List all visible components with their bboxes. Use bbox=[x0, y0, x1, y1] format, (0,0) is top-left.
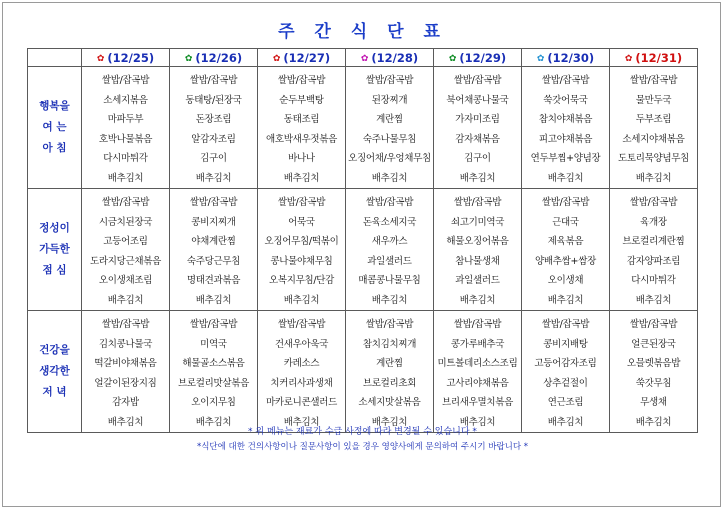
flower-icon: ✿ bbox=[96, 53, 105, 64]
dish-item: 쌀밥/잡곡밥 bbox=[101, 319, 150, 330]
menu-cell bbox=[82, 189, 170, 311]
dish-item: 감자채볶음 bbox=[455, 133, 500, 145]
dish-item: 배추김치 bbox=[107, 416, 144, 428]
menu-cell bbox=[610, 189, 698, 311]
dish-item: 미역국 bbox=[200, 338, 227, 350]
dish-item: 마카로니콘샐러드 bbox=[265, 397, 338, 408]
dish-item: 도토리묵양념무침 bbox=[617, 153, 690, 164]
dish-item: 북어채콩나물국 bbox=[446, 94, 509, 106]
dish-item: 오징어채/우엉채무침 bbox=[348, 153, 431, 164]
dish-item: 돈장조림 bbox=[195, 114, 232, 125]
dish-list bbox=[434, 189, 521, 310]
dish-item: 호박나물볶음 bbox=[98, 133, 153, 145]
dish-list bbox=[346, 311, 433, 432]
dish-list bbox=[610, 311, 697, 432]
menu-cell bbox=[522, 67, 610, 189]
dish-item: 새우까스 bbox=[371, 236, 408, 247]
menu-cell bbox=[522, 311, 610, 433]
notice-menu-change: * 위 메뉴는 재료가 수급 사정에 따라 변경될 수 있습니다 * bbox=[248, 427, 477, 437]
dish-item: 배추김치 bbox=[195, 172, 232, 184]
meal-label bbox=[28, 67, 82, 189]
dish-item: 배추김치 bbox=[371, 416, 408, 428]
dish-item: 배추김치 bbox=[459, 172, 496, 184]
dish-item: 배추김치 bbox=[547, 172, 584, 184]
dish-item: 배추김치 bbox=[371, 294, 408, 306]
dish-item: 고등어감자조림 bbox=[534, 358, 597, 369]
dish-list bbox=[522, 311, 609, 432]
dish-item: 쌀밥/잡곡밥 bbox=[629, 197, 678, 208]
dish-item: 배추김치 bbox=[635, 416, 672, 428]
menu-cell bbox=[434, 189, 522, 311]
dish-item: 미트볼데리소스조림 bbox=[437, 358, 518, 369]
dish-item: 쌀밥/잡곡밥 bbox=[541, 197, 590, 208]
menu-cell bbox=[170, 67, 258, 189]
dish-item: 과일샐러드 bbox=[455, 275, 500, 286]
dish-item: 오복지무침/단감 bbox=[268, 275, 335, 286]
dish-item: 계란찜 bbox=[376, 358, 403, 369]
dish-item: 쌀밥/잡곡밥 bbox=[453, 197, 502, 208]
meal-label-line: 행복을 bbox=[39, 100, 70, 112]
day-label: (12/29) bbox=[459, 50, 507, 65]
dish-item: 상추겉절이 bbox=[543, 377, 588, 389]
dish-item: 참치김치찌개 bbox=[362, 338, 417, 350]
dish-item: 브로컬리계란찜 bbox=[622, 236, 685, 247]
dish-item: 배추김치 bbox=[107, 294, 144, 306]
dish-item: 김치콩나물국 bbox=[98, 338, 153, 350]
dish-item: 배추김치 bbox=[283, 294, 320, 306]
day-header bbox=[346, 49, 434, 67]
dish-item: 제육볶음 bbox=[547, 236, 584, 247]
dish-item: 배추김치 bbox=[635, 172, 672, 184]
dish-item: 브리새우멸치볶음 bbox=[441, 397, 514, 408]
dish-item: 배추김치 bbox=[107, 172, 144, 184]
dish-item: 고등어조림 bbox=[103, 236, 148, 247]
dish-list bbox=[346, 189, 433, 310]
dish-item: 바나나 bbox=[288, 153, 315, 164]
dish-item: 고사리야채볶음 bbox=[446, 377, 509, 389]
header-row bbox=[28, 49, 698, 67]
dish-item: 마파두부 bbox=[107, 114, 144, 125]
dish-item: 배추김치 bbox=[635, 294, 672, 306]
dish-item: 소세지볶음 bbox=[103, 94, 148, 106]
dish-item: 쑥갓무침 bbox=[635, 377, 672, 389]
dish-item: 브로컬리초회 bbox=[362, 377, 417, 389]
menu-cell bbox=[522, 189, 610, 311]
dish-item: 얼갈이된장지짐 bbox=[94, 377, 157, 389]
meal-row bbox=[28, 67, 698, 189]
dish-item: 배추김치 bbox=[283, 416, 320, 428]
dish-item: 물만두국 bbox=[635, 94, 672, 106]
dish-item: 해물오징어볶음 bbox=[446, 236, 509, 247]
dish-item: 얼큰된장국 bbox=[631, 338, 676, 350]
dish-item: 숙주나물무침 bbox=[362, 133, 417, 145]
dish-item: 해물골소스볶음 bbox=[182, 358, 245, 369]
dish-item: 다시마튀각 bbox=[103, 153, 148, 164]
dish-item: 쌀밥/잡곡밥 bbox=[277, 197, 326, 208]
dish-item: 쌀밥/잡곡밥 bbox=[365, 197, 414, 208]
dish-item: 알감자조림 bbox=[191, 133, 236, 145]
menu-cell bbox=[258, 189, 346, 311]
dish-item: 계란찜 bbox=[376, 114, 403, 125]
dish-item: 치커리사과생채 bbox=[270, 377, 333, 389]
dish-item: 김구이 bbox=[464, 153, 491, 164]
dish-list bbox=[82, 189, 169, 310]
day-header bbox=[82, 49, 170, 67]
flower-icon: ✿ bbox=[184, 53, 193, 64]
dish-item: 쌀밥/잡곡밥 bbox=[277, 75, 326, 86]
flower-icon: ✿ bbox=[360, 53, 369, 64]
dish-item: 쇠고기미역국 bbox=[450, 216, 505, 228]
meal-label-line: 정성이 bbox=[39, 222, 70, 234]
dish-item: 배추김치 bbox=[371, 172, 408, 184]
day-label: (12/28) bbox=[371, 50, 419, 65]
dish-item: 가자미조림 bbox=[455, 114, 500, 125]
dish-list bbox=[346, 67, 433, 188]
day-header bbox=[522, 49, 610, 67]
dish-item: 돈육소세지국 bbox=[362, 216, 417, 228]
menu-cell bbox=[258, 67, 346, 189]
day-label: (12/27) bbox=[283, 50, 331, 65]
dish-list bbox=[522, 67, 609, 188]
dish-item: 콩비지찌개 bbox=[191, 216, 236, 228]
dish-item: 동태조림 bbox=[283, 114, 320, 125]
meal-row bbox=[28, 311, 698, 433]
dish-item: 배추김치 bbox=[283, 172, 320, 184]
dish-item: 쌀밥/잡곡밥 bbox=[189, 197, 238, 208]
flower-icon: ✿ bbox=[272, 53, 281, 64]
dish-item: 쌀밥/잡곡밥 bbox=[189, 75, 238, 86]
dish-list bbox=[82, 67, 169, 188]
dish-item: 참치야채볶음 bbox=[538, 114, 593, 125]
dish-item: 연두부찜+양념장 bbox=[530, 153, 601, 164]
flower-icon: ✿ bbox=[536, 53, 545, 64]
weekly-menu-table bbox=[27, 48, 698, 433]
dish-item: 떡갈비야채볶음 bbox=[94, 358, 157, 369]
menu-cell bbox=[82, 67, 170, 189]
meal-label-line: 여 는 bbox=[42, 121, 67, 133]
dish-list bbox=[170, 67, 257, 188]
dish-item: 애호박새우젓볶음 bbox=[265, 133, 338, 145]
dish-list bbox=[434, 67, 521, 188]
dish-item: 쌀밥/잡곡밥 bbox=[541, 319, 590, 330]
day-label: (12/26) bbox=[195, 50, 243, 65]
dish-item: 오이지무침 bbox=[191, 397, 236, 408]
day-header bbox=[170, 49, 258, 67]
dish-item: 근대국 bbox=[552, 216, 579, 228]
menu-cell bbox=[346, 67, 434, 189]
dish-item: 배추김치 bbox=[459, 416, 496, 428]
menu-cell bbox=[346, 311, 434, 433]
dish-item: 순두부백탕 bbox=[279, 94, 324, 106]
day-header bbox=[258, 49, 346, 67]
dish-item: 쌀밥/잡곡밥 bbox=[541, 75, 590, 86]
dish-item: 쑥갓어묵국 bbox=[543, 94, 588, 106]
dish-item: 소세지야채볶음 bbox=[622, 133, 685, 145]
dish-item: 두부조림 bbox=[635, 114, 672, 125]
dish-list bbox=[258, 189, 345, 310]
dish-item: 오이생채조림 bbox=[98, 275, 153, 286]
dish-item: 쌀밥/잡곡밥 bbox=[629, 319, 678, 330]
dish-item: 쌀밥/잡곡밥 bbox=[453, 319, 502, 330]
dish-list bbox=[258, 67, 345, 188]
dish-list bbox=[170, 311, 257, 432]
dish-item: 쌀밥/잡곡밥 bbox=[629, 75, 678, 86]
dish-item: 쌀밥/잡곡밥 bbox=[365, 75, 414, 86]
dish-item: 오징어무침/떡볶이 bbox=[264, 236, 339, 247]
dish-item: 숙주당근무침 bbox=[186, 255, 241, 267]
dish-list bbox=[522, 189, 609, 310]
dish-item: 쌀밥/잡곡밥 bbox=[101, 197, 150, 208]
dish-item: 어묵국 bbox=[288, 216, 315, 228]
meal-label bbox=[28, 189, 82, 311]
dish-list bbox=[82, 311, 169, 432]
menu-cell bbox=[610, 67, 698, 189]
dish-item: 쌀밥/잡곡밥 bbox=[101, 75, 150, 86]
menu-cell bbox=[82, 311, 170, 433]
dish-item: 도라지당근채볶음 bbox=[89, 255, 162, 267]
meal-label-line: 아 침 bbox=[42, 142, 67, 154]
dish-item: 다시마튀각 bbox=[631, 275, 676, 286]
dish-item: 콩나물야채무침 bbox=[270, 255, 333, 267]
dish-item: 카레소스 bbox=[283, 358, 320, 369]
day-label: (12/31) bbox=[635, 50, 683, 65]
day-header bbox=[434, 49, 522, 67]
dish-item: 야채계란찜 bbox=[191, 236, 236, 247]
dish-item: 브로컬리맛살볶음 bbox=[177, 377, 250, 389]
dish-item: 육개장 bbox=[640, 216, 667, 228]
dish-item: 오이생채 bbox=[547, 275, 584, 286]
dish-item: 매콤콩나물무침 bbox=[358, 275, 421, 286]
dish-item: 된장찌개 bbox=[371, 94, 408, 106]
day-label: (12/25) bbox=[107, 50, 155, 65]
dish-item: 배추김치 bbox=[547, 294, 584, 306]
dish-item: 피고야채볶음 bbox=[538, 133, 593, 145]
dish-item: 오믈렛볶음밥 bbox=[626, 358, 681, 369]
dish-list bbox=[258, 311, 345, 432]
meal-label-line: 가득한 bbox=[39, 243, 70, 255]
day-header bbox=[610, 49, 698, 67]
meal-label-line: 점 심 bbox=[42, 264, 67, 276]
dish-item: 연근조림 bbox=[547, 397, 584, 408]
dish-list bbox=[610, 189, 697, 310]
dish-item: 콩비지배탕 bbox=[543, 338, 588, 350]
dish-item: 배추김치 bbox=[459, 294, 496, 306]
dish-item: 건새우아욱국 bbox=[274, 338, 329, 350]
dish-item: 명태견과볶음 bbox=[186, 275, 241, 286]
dish-item: 콩가루배추국 bbox=[450, 338, 505, 350]
dish-item: 감자밥 bbox=[112, 397, 139, 408]
meal-label-line: 저 녁 bbox=[42, 386, 67, 398]
dish-list bbox=[610, 67, 697, 188]
menu-cell bbox=[434, 311, 522, 433]
dish-item: 과일샐러드 bbox=[367, 255, 412, 267]
dish-item: 배추김치 bbox=[195, 294, 232, 306]
page-title: 주 간 식 단 표 bbox=[278, 22, 447, 42]
dish-item: 감자양파조림 bbox=[626, 255, 681, 267]
dish-list bbox=[434, 311, 521, 432]
meal-label bbox=[28, 311, 82, 433]
dish-item: 무생채 bbox=[640, 397, 667, 408]
dish-item: 쌀밥/잡곡밥 bbox=[453, 75, 502, 86]
dish-item: 소세지맛살볶음 bbox=[358, 397, 421, 408]
day-label: (12/30) bbox=[547, 50, 595, 65]
dish-item: 동태탕/된장국 bbox=[185, 94, 242, 106]
dish-item: 양배추쌈+쌈장 bbox=[535, 255, 596, 267]
menu-cell bbox=[346, 189, 434, 311]
menu-cell bbox=[170, 189, 258, 311]
notice-contact-dietitian: *식단에 대한 건의사항이나 질문사항이 있을 경우 영양사에게 문의하여 주시기 바랍니다 * bbox=[196, 442, 529, 452]
menu-cell bbox=[610, 311, 698, 433]
dish-list bbox=[170, 189, 257, 310]
menu-cell bbox=[170, 311, 258, 433]
header-corner bbox=[28, 49, 82, 67]
dish-item: 쌀밥/잡곡밥 bbox=[189, 319, 238, 330]
flower-icon: ✿ bbox=[448, 53, 457, 64]
dish-item: 쌀밥/잡곡밥 bbox=[277, 319, 326, 330]
menu-cell bbox=[258, 311, 346, 433]
flower-icon: ✿ bbox=[624, 53, 633, 64]
dish-item: 배추김치 bbox=[547, 416, 584, 428]
dish-item: 시금치된장국 bbox=[98, 216, 153, 228]
menu-cell bbox=[434, 67, 522, 189]
meal-label-line: 생각한 bbox=[39, 365, 70, 377]
meal-label-line: 건강을 bbox=[39, 344, 70, 356]
meal-row bbox=[28, 189, 698, 311]
dish-item: 쌀밥/잡곡밥 bbox=[365, 319, 414, 330]
dish-item: 참나물생채 bbox=[455, 255, 500, 267]
dish-item: 배추김치 bbox=[195, 416, 232, 428]
dish-item: 김구이 bbox=[200, 153, 227, 164]
